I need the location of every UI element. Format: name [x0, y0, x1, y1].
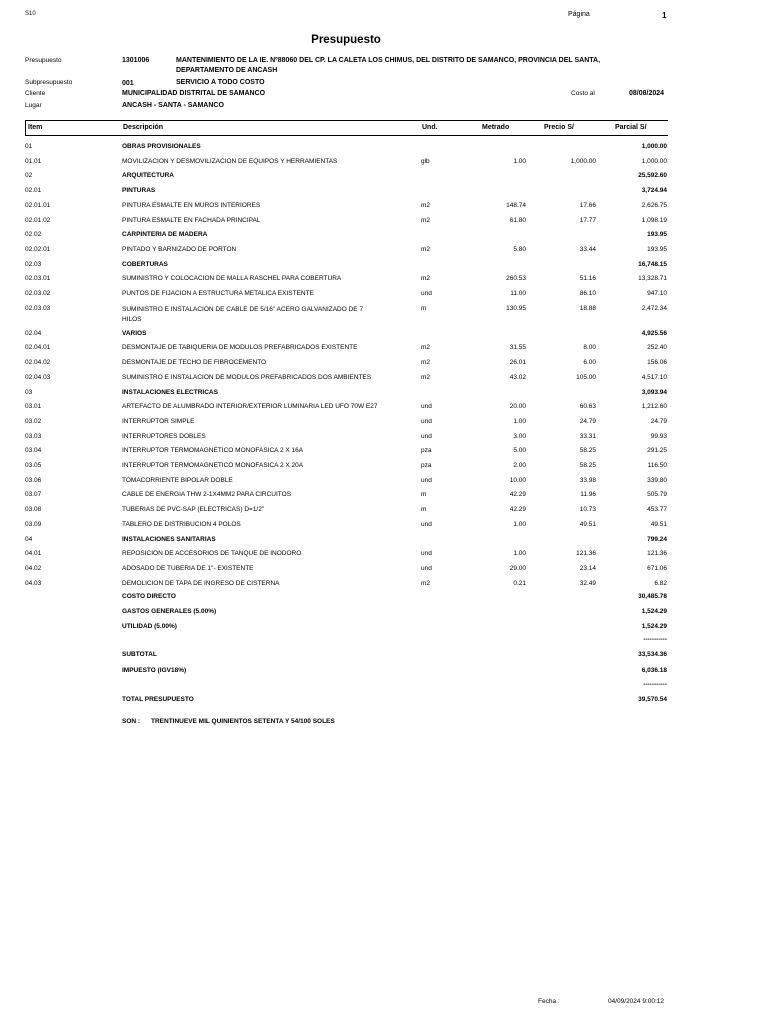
row-parcial: 947.10 [647, 290, 667, 297]
son-label: SON : [122, 718, 141, 725]
row-item-code: 02.01.01 [25, 201, 51, 209]
table-section-row [0, 172, 768, 184]
table-row [0, 491, 768, 503]
page-number: 1 [662, 11, 667, 20]
row-metrado: 11.00 [510, 290, 526, 297]
presupuesto-code: 1301006 [122, 57, 150, 64]
table-section-row [0, 536, 768, 548]
column-header-item: Item [28, 124, 43, 131]
row-metrado: 42.29 [509, 506, 526, 514]
row-unit: m2 [421, 245, 431, 253]
row-description: INTERRUPTOR SIMPLE [122, 417, 195, 425]
row-unit: und [421, 550, 432, 558]
row-description: INTERRUPTOR TERMOMAGNETICO MONOFASICA 2 X 16A [122, 447, 304, 455]
costo-directo-label: COSTO DIRECTO [122, 593, 176, 600]
row-precio: 32.49 [579, 579, 596, 587]
row-description: TUBERIAS DE PVC-SAP (ELECTRICAS) D=1/2" [122, 506, 265, 514]
row-item-code: 02.04.02 [25, 359, 51, 367]
cliente-value: MUNICIPALIDAD DISTRITAL DE SAMANCO [122, 90, 266, 97]
row-precio: 23.14 [579, 564, 596, 572]
row-parcial: 453.77 [647, 506, 667, 514]
row-item-code: 03.09 [25, 520, 42, 528]
utilidad-label: UTILIDAD (5.00%) [122, 623, 177, 630]
row-parcial: 3,724.94 [641, 187, 667, 195]
row-item-code: 04.01 [25, 550, 42, 558]
row-parcial: 291.25 [647, 447, 667, 455]
row-metrado: 10.00 [509, 476, 526, 484]
table-row [0, 550, 768, 562]
row-description: ADOSADO DE TUBERIA DE 1"- EXISTENTE [122, 564, 254, 572]
row-description: DESMONTAJE DE TECHO DE FIBROCEMENTO [122, 359, 267, 367]
row-item-code: 02.01.02 [25, 216, 51, 224]
table-section-row [0, 187, 768, 199]
table-section-row [0, 143, 768, 155]
summary-costo-directo [0, 593, 768, 605]
impuesto-value: 6,036.18 [641, 667, 667, 674]
row-precio: 51.16 [579, 275, 596, 283]
table-row [0, 246, 768, 258]
row-description: SUMINISTRO E INSTALACION DE CABLE DE 5/16" ACERO GALVANIZADO DE 7 HILOS [122, 305, 364, 323]
table-row [0, 344, 768, 356]
row-unit: m2 [421, 275, 431, 283]
row-item-code: 02.03.01 [25, 275, 51, 283]
row-item-code: 03.02 [25, 417, 42, 425]
dashes-2: ----------- [643, 681, 667, 688]
row-description: PINTURA ESMALTE EN MUROS INTERIORES [122, 201, 261, 209]
costo-al-value: 08/08/2024 [629, 90, 665, 97]
row-parcial: 49.51 [650, 520, 667, 528]
row-precio: 33.44 [579, 245, 596, 253]
row-precio: 10.73 [579, 506, 596, 514]
row-parcial: 252.40 [647, 344, 667, 352]
column-header-precio: Precio S/ [544, 124, 574, 131]
row-precio: 33.98 [579, 476, 596, 484]
row-item-code: 04.03 [25, 579, 42, 587]
row-parcial: 1,212.60 [641, 403, 667, 411]
row-metrado: 20.00 [509, 403, 526, 411]
row-unit: und [421, 520, 432, 528]
row-description: SUMINISTRO E INSTALACION DE MODULOS PREFABRICADOS DOS AMBIENTES [122, 373, 372, 381]
row-parcial: 1,098.19 [641, 216, 667, 224]
row-description: DESMONTAJE DE TABIQUERIA DE MODULOS PREFABRICADOS EXISTENTE [122, 344, 358, 352]
row-parcial: 193.95 [647, 245, 667, 253]
summary-utilidad [0, 623, 768, 635]
column-header-und: Und. [422, 124, 438, 131]
row-unit: und [421, 290, 432, 297]
row-metrado: 3.00 [513, 432, 526, 440]
row-description: INTERRUPTORES DOBLES [122, 432, 206, 440]
row-metrado: 1.00 [513, 157, 526, 165]
row-description: MOVILIZACION Y DESMOVILIZACION DE EQUIPOS Y HERRAMIENTAS [122, 157, 338, 165]
row-unit: und [421, 476, 432, 484]
row-unit: und [421, 432, 432, 440]
row-item-code: 03.01 [25, 403, 42, 411]
row-unit: m2 [421, 344, 431, 352]
row-description: CABLE DE ENERGIA THW 2-1X4MM2 PARA CIRCUITOS [122, 491, 292, 499]
row-parcial: 339.80 [647, 476, 667, 484]
row-item-code: 04.02 [25, 564, 42, 572]
row-item-code: 02.03.03 [25, 304, 51, 312]
row-description: VARIOS [122, 329, 147, 337]
row-parcial: 4,925.56 [641, 329, 667, 337]
row-metrado: 1.00 [513, 417, 526, 425]
row-item-code: 03 [25, 388, 33, 396]
subtotal-value: 33,534.36 [638, 651, 667, 658]
row-item-code: 02.04 [25, 329, 42, 337]
table-row [0, 304, 768, 323]
cliente-label: Cliente [25, 90, 46, 97]
row-precio: 121.36 [576, 550, 596, 558]
row-parcial: 1,000.00 [641, 157, 667, 165]
row-parcial: 671.06 [647, 564, 667, 572]
lugar-value: ANCASH - SANTA - SAMANCO [122, 102, 224, 109]
row-parcial: 2,626.75 [641, 201, 667, 209]
column-header-metrado: Metrado [482, 124, 510, 131]
fecha-label: Fecha : [538, 998, 560, 1005]
impuesto-label: IMPUESTO (IGV18%) [122, 667, 187, 674]
presupuesto-description: MANTENIMIENTO DE LA IE. Nº88060 DEL CP. LA CALETA LOS CHIMUS, DEL DISTRITO DE SAMANCO, PROVINCIA DEL SANTA, DEPARTAMENTO DE ANCASH [176, 57, 601, 74]
row-metrado: 31.55 [509, 344, 526, 352]
row-precio: 58.25 [579, 462, 596, 469]
row-unit: m2 [421, 579, 431, 587]
subpresupuesto-label: Subpresupuesto [25, 79, 73, 86]
row-description: PINTURAS [122, 187, 156, 195]
row-description: PINTADO Y BARNIZADO DE PORTON [122, 245, 237, 253]
gastos-value: 1,524.29 [641, 608, 667, 615]
row-parcial: 116.50 [647, 462, 667, 469]
row-description: ARQUITECTURA [122, 172, 174, 180]
row-parcial: 156.06 [647, 359, 667, 367]
table-row [0, 506, 768, 518]
row-metrado: 148.74 [506, 201, 526, 209]
row-description: COBERTURAS [122, 260, 168, 268]
lugar-label: Lugar [25, 102, 42, 109]
row-parcial: 24.79 [650, 417, 667, 425]
row-unit: m2 [421, 359, 431, 367]
row-parcial: 799.24 [647, 535, 667, 543]
row-description: INSTALACIONES ELECTRICAS [122, 388, 218, 396]
row-unit: pza [421, 447, 432, 455]
costo-directo-value: 30,485.78 [638, 593, 667, 600]
row-parcial: 25,592.60 [638, 172, 667, 180]
presupuesto-label: Presupuesto [25, 57, 62, 64]
summary-divider-1 [0, 636, 768, 648]
row-metrado: 2.00 [513, 462, 526, 469]
row-precio: 49.51 [579, 520, 596, 528]
row-item-code: 03.03 [25, 432, 42, 440]
table-row [0, 275, 768, 287]
table-section-row [0, 389, 768, 401]
document-title: Presupuesto [311, 34, 381, 46]
row-parcial: 1,000.00 [641, 143, 667, 150]
row-item-code: 02.02 [25, 231, 42, 239]
row-description: ARTEFACTO DE ALUMBRADO INTERIOR/EXTERIOR LUMINARIA LED UFO 70W E27 [122, 403, 378, 411]
table-row [0, 418, 768, 430]
row-item-code: 03.08 [25, 506, 42, 514]
row-description: TABLERO DE DISTRIBUCION 4 POLOS [122, 520, 241, 528]
table-section-row [0, 231, 768, 243]
table-row [0, 477, 768, 489]
row-metrado: 1.00 [513, 520, 526, 528]
row-unit: m [421, 491, 427, 499]
row-unit: m2 [421, 201, 431, 209]
row-metrado: 260.53 [506, 275, 526, 283]
table-header [25, 120, 668, 136]
row-precio: 6.00 [583, 359, 596, 367]
row-unit: m2 [421, 373, 431, 381]
row-description: DEMOLICION DE TAPA DE INGRESO DE CISTERNA [122, 579, 280, 587]
table-row [0, 202, 768, 214]
row-precio: 11.96 [580, 491, 596, 499]
row-precio: 17.77 [579, 216, 596, 224]
row-metrado: 42.29 [509, 491, 526, 499]
gastos-label: GASTOS GENERALES (5.00%) [122, 608, 217, 615]
row-precio: 24.79 [579, 417, 596, 425]
costo-al-label: Costo al [571, 90, 595, 97]
row-description: INTERRUPTOR TERMOMAGNETICO MONOFASICA 2 X 20A [122, 462, 304, 469]
subtotal-label: SUBTOTAL [122, 651, 157, 658]
row-parcial: 13,328.71 [638, 275, 667, 283]
row-description: PUNTOS DE FIJACION A ESTRUCTURA METALICA EXISTENTE [122, 290, 314, 297]
row-unit: glb [421, 157, 430, 165]
fecha-value: 04/09/2024 9:00:12 [608, 998, 665, 1005]
row-description: PINTURA ESMALTE EN FACHADA PRINCIPAL [122, 216, 261, 224]
row-unit: m [421, 506, 427, 514]
total-value: 39,570.54 [638, 696, 667, 703]
row-item-code: 03.06 [25, 476, 42, 484]
row-precio: 58.25 [579, 447, 596, 455]
row-description: SUMINISTRO Y COLOCACION DE MALLA RASCHEL PARA COBERTURA [122, 275, 342, 283]
row-item-code: 02 [25, 172, 33, 180]
row-unit: und [421, 564, 432, 572]
row-unit: und [421, 417, 432, 425]
table-row [0, 462, 768, 474]
column-header-descripcion: Descripción [123, 124, 164, 131]
row-description: INSTALACIONES SANITARIAS [122, 535, 216, 543]
summary-total [0, 696, 768, 708]
table-row [0, 447, 768, 459]
table-row [0, 374, 768, 386]
row-description: CARPINTERIA DE MADERA [122, 231, 208, 239]
row-item-code: 01.01 [25, 157, 42, 165]
row-precio: 105.00 [576, 373, 596, 381]
row-item-code: 03.04 [25, 447, 42, 455]
table-row [0, 433, 768, 445]
table-row [0, 217, 768, 229]
row-metrado: 130.95 [506, 304, 526, 312]
table-row [0, 359, 768, 371]
summary-impuesto [0, 667, 768, 679]
summary-subtotal [0, 651, 768, 663]
table-row [0, 403, 768, 415]
row-item-code: 03.05 [25, 462, 42, 469]
row-item-code: 02.03 [25, 260, 42, 268]
row-item-code: 02.03.02 [25, 290, 51, 297]
utilidad-value: 1,524.29 [641, 623, 667, 630]
row-metrado: 1.00 [513, 550, 526, 558]
row-parcial: 3,093.94 [641, 388, 667, 396]
row-precio: 1,000.00 [570, 157, 596, 165]
row-precio: 17.66 [579, 201, 596, 209]
row-metrado: 5.00 [513, 447, 526, 455]
table-section-row [0, 330, 768, 342]
table-row [0, 290, 768, 302]
row-parcial: 99.93 [650, 432, 667, 440]
row-item-code: 04 [25, 535, 33, 543]
table-row [0, 521, 768, 533]
row-metrado: 0.21 [513, 579, 526, 587]
row-metrado: 43.02 [509, 373, 526, 381]
row-description: OBRAS PROVISIONALES [122, 143, 201, 150]
page-label: Página [568, 11, 590, 18]
row-metrado: 61.80 [509, 216, 526, 224]
row-item-code: 02.04.01 [25, 344, 51, 352]
row-parcial: 193.95 [647, 231, 667, 239]
row-metrado: 29.00 [509, 564, 526, 572]
row-parcial: 16,748.15 [638, 260, 667, 268]
row-parcial: 4,517.10 [641, 373, 667, 381]
row-parcial: 121.36 [647, 550, 667, 558]
row-item-code: 02.02.01 [25, 245, 51, 253]
row-metrado: 26.01 [509, 359, 526, 367]
row-item-code: 01 [25, 143, 33, 150]
row-item-code: 02.04.03 [25, 373, 51, 381]
subpresupuesto-description: SERVICIO A TODO COSTO [176, 79, 265, 86]
table-row [0, 580, 768, 592]
amount-in-words: TRENTINUEVE MIL QUINIENTOS SETENTA Y 54/100 SOLES [151, 718, 335, 725]
row-parcial: 505.79 [647, 491, 667, 499]
row-precio: 8.00 [583, 344, 596, 352]
report-code: S10 [25, 11, 36, 17]
row-unit: m2 [421, 216, 431, 224]
summary-divider-2 [0, 681, 768, 693]
row-precio: 18.88 [579, 304, 596, 312]
table-row [0, 565, 768, 577]
row-parcial: 6.82 [654, 579, 667, 587]
row-item-code: 02.01 [25, 187, 42, 195]
row-unit: m [421, 304, 427, 312]
row-parcial: 2,472.34 [641, 304, 667, 312]
row-description: REPOSICION DE ACCESORIOS DE TANQUE DE INODORO [122, 550, 302, 558]
row-description: TOMACORRIENTE BIPOLAR DOBLE [122, 476, 233, 484]
row-unit: und [421, 403, 432, 411]
row-metrado: 5.80 [513, 245, 526, 253]
row-unit: pza [421, 462, 432, 469]
subpresupuesto-code: 001 [122, 80, 134, 87]
row-item-code: 03.07 [25, 491, 42, 499]
column-header-parcial: Parcial S/ [615, 124, 647, 131]
total-label: TOTAL PRESUPUESTO [122, 696, 194, 703]
row-precio: 33.31 [579, 432, 596, 440]
row-precio: 86.10 [579, 290, 596, 297]
table-row [0, 158, 768, 170]
table-section-row [0, 261, 768, 273]
summary-gastos [0, 608, 768, 620]
row-precio: 60.63 [579, 403, 596, 411]
dashes-1: ----------- [643, 636, 667, 643]
